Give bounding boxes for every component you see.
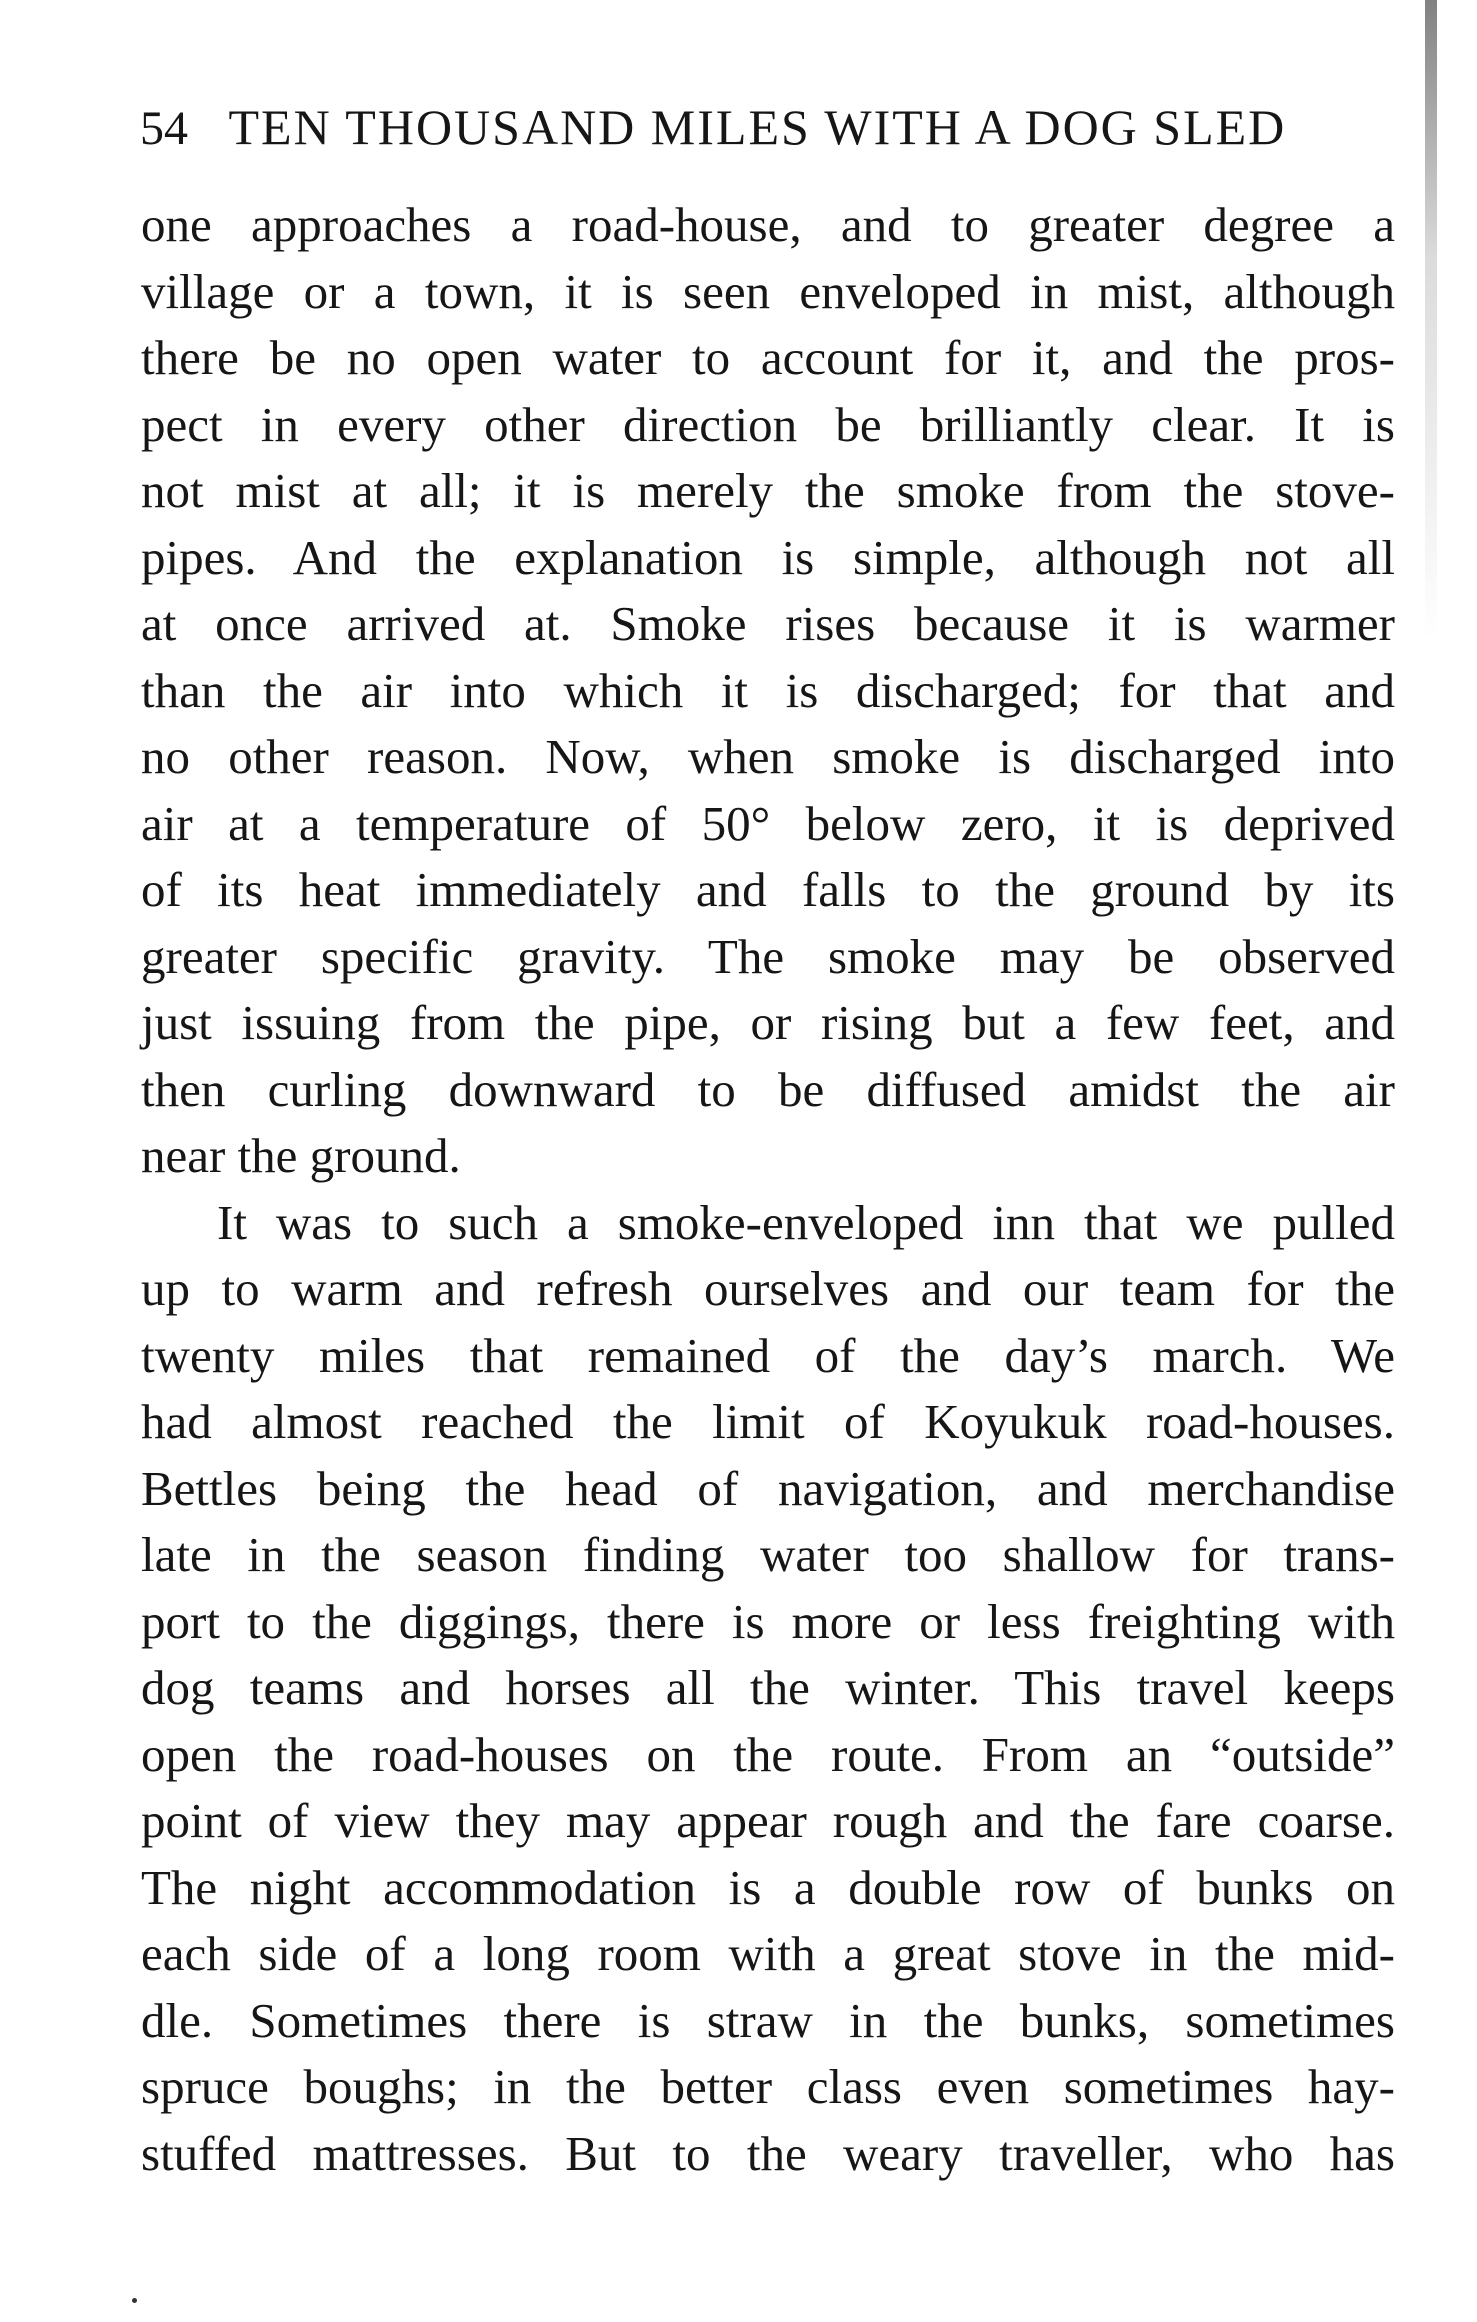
text-line: spruce boughs; in the better class even sometimes hay- [141,2059,1395,2114]
text-line: just issuing from the pipe, or rising but a few feet, and [141,995,1395,1050]
text-line: there be no open water to account for it, and the pros- [141,330,1395,385]
text-line: late in the season finding water too shallow for trans- [141,1527,1395,1582]
text-line: dog teams and horses all the winter. This travel keeps [141,1660,1395,1715]
text-line: point of view they may appear rough and the fare coarse. [141,1793,1395,1848]
paragraph-1 [141,192,1395,1190]
text-line: It was to such a smoke-enveloped inn that we pulled [217,1194,1395,1250]
text-line: pipes. And the explanation is simple, although not all [141,529,1395,585]
text-line: open the road-houses on the route. From an “outside” [141,1726,1395,1782]
text-line: of its heat immediately and falls to the ground by its [141,862,1395,917]
running-title: TEN THOUSAND MILES WITH A DOG SLED [228,99,1287,155]
text-line: near the ground. [141,1128,461,1183]
text-line: than the air into which it is discharged; for that and [141,662,1395,718]
text-line: greater specific gravity. The smoke may be observed [141,928,1395,984]
text-line: stuffed mattresses. But to the weary traveller, who has [141,2125,1395,2181]
text-line: had almost reached the limit of Koyukuk road-houses. [141,1394,1395,1449]
text-line: no other reason. Now, when smoke is discharged into [141,729,1395,784]
running-head [140,92,1400,162]
text-line: air at a temperature of 50° below zero, it is deprived [141,795,1395,851]
page-edge-shadow [1425,0,1437,640]
text-line: pect in every other direction be brilliantly clear. It is [141,396,1395,452]
text-line: The night accommodation is a double row of bunks on [141,1859,1395,1915]
text-line: at once arrived at. Smoke rises because it is warmer [141,596,1395,651]
text-line: each side of a long room with a great stove in the mid- [141,1926,1395,1981]
text-line: port to the diggings, there is more or less freighting with [141,1593,1395,1649]
text-line: dle. Sometimes there is straw in the bunks, sometimes [141,1992,1395,2048]
print-speck [132,2298,137,2303]
paragraph-2 [141,1190,1395,2188]
text-line: then curling downward to be diffused amidst the air [141,1061,1395,1117]
text-line: one approaches a road-house, and to greater degree a [141,197,1395,252]
text-line: village or a town, it is seen enveloped in mist, although [141,263,1395,319]
page-number: 54 [140,102,188,155]
body-text [141,192,1395,2187]
text-line: twenty miles that remained of the day’s march. We [141,1327,1395,1383]
text-line: up to warm and refresh ourselves and our team for the [141,1261,1395,1316]
text-line: Bettles being the head of navigation, and merchandise [141,1460,1395,1516]
text-line: not mist at all; it is merely the smoke from the stove- [141,463,1395,518]
